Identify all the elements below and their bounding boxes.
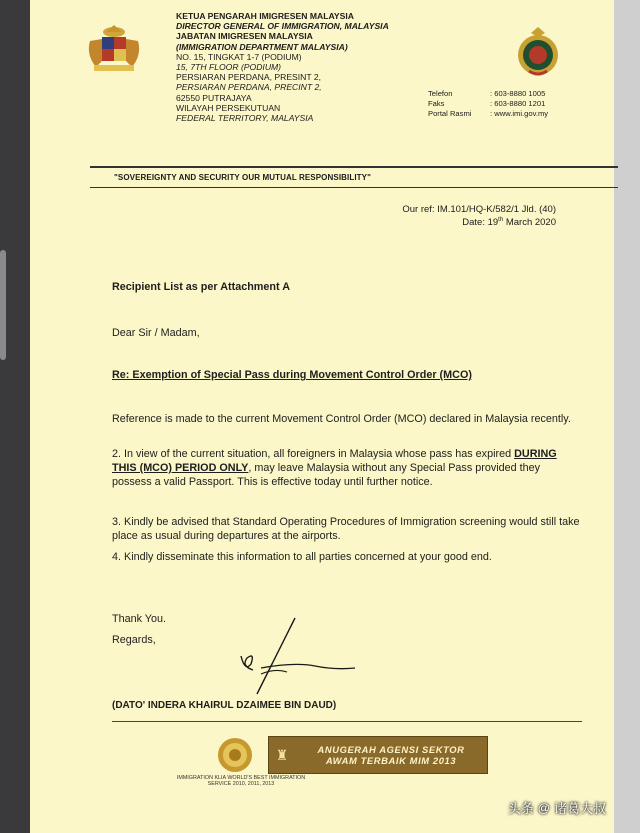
contact-value: : www.imi.gov.my bbox=[490, 109, 549, 119]
date-prefix: Date: 19 bbox=[462, 217, 499, 229]
award-medal-icon bbox=[216, 736, 254, 774]
source-watermark bbox=[508, 798, 606, 817]
contact-value: : 603-8880 1201 bbox=[490, 99, 546, 109]
contact-label: Portal Rasmi bbox=[428, 109, 472, 119]
salutation: Dear Sir / Madam, bbox=[112, 327, 200, 339]
motto-divider bbox=[90, 187, 618, 188]
contact-label: Faks bbox=[428, 99, 445, 109]
letter-page bbox=[30, 0, 614, 833]
paragraph-2 bbox=[112, 447, 582, 489]
letterhead-line: (IMMIGRATION DEPARTMENT MALAYSIA) bbox=[176, 41, 348, 52]
letterhead-line: FEDERAL TERRITORY, MALAYSIA bbox=[176, 113, 314, 124]
watermark-name: 诸葛大叔 bbox=[553, 801, 606, 816]
date-ordinal: th bbox=[498, 217, 504, 223]
watermark-at: @ bbox=[537, 800, 550, 815]
closing-regards: Regards, bbox=[112, 634, 156, 646]
letterhead-line: 15, 7TH FLOOR (PODIUM) bbox=[176, 62, 282, 73]
paragraph-2-emphasis: DURING THIS (MCO) PERIOD ONLY bbox=[112, 448, 557, 474]
paragraph-3: 3. Kindly be advised that Standard Operating Procedures of Immigration screening would still take place as usual during departures at the airports. bbox=[112, 516, 580, 542]
contact-label: Telefon bbox=[428, 89, 453, 98]
letterhead-line: KETUA PENGARAH IMIGRESEN MALAYSIA bbox=[176, 11, 354, 21]
letterhead-address bbox=[176, 11, 389, 123]
contact-row bbox=[428, 99, 610, 109]
footer-divider bbox=[112, 721, 582, 722]
letterhead-line: PERSIARAN PERDANA, PRESINT 2, bbox=[176, 72, 322, 83]
letterhead-line: WILAYAH PERSEKUTUAN bbox=[176, 102, 281, 113]
closing-thanks: Thank You. bbox=[112, 613, 167, 625]
right-edge-strip bbox=[614, 0, 640, 833]
letterhead-line: DIRECTOR GENERAL OF IMMIGRATION, MALAYSIA bbox=[176, 21, 389, 32]
header-divider bbox=[90, 166, 618, 168]
immigration-badge-icon bbox=[515, 25, 561, 77]
contact-row bbox=[428, 109, 610, 119]
award-banner-text bbox=[295, 744, 487, 766]
klia-award-text: IMMIGRATION KLIA WORLD'S BEST IMMIGRATION SERVICE 2010, 2011, 2013 bbox=[176, 775, 306, 788]
watermark-prefix: 头条 bbox=[507, 801, 534, 816]
our-ref: Our ref: IM.101/HQ-K/582/1 Jld. (40) bbox=[402, 204, 556, 215]
award-trophy-icon: ♜ bbox=[275, 746, 289, 763]
letter-date bbox=[402, 215, 556, 228]
contact-details bbox=[428, 89, 610, 120]
paragraph-2-text: 2. In view of the current situation, all foreigners in Malaysia whose pass has expired bbox=[112, 448, 515, 460]
letterhead-line: PERSIARAN PERDANA, PRECINT 2, bbox=[176, 82, 322, 93]
malaysia-coat-of-arms-icon bbox=[82, 25, 146, 75]
reference-block bbox=[402, 204, 556, 228]
left-dark-strip bbox=[0, 0, 30, 833]
letterhead-line: 62550 PUTRAJAYA bbox=[176, 92, 252, 103]
signatory-name: (DATO' INDERA KHAIRUL DZAIMEE BIN DAUD) bbox=[112, 700, 337, 711]
award-line-2: AWAM TERBAIK MIM 2013 bbox=[325, 755, 457, 766]
letterhead-line: NO. 15, TINGKAT 1-7 (PODIUM) bbox=[176, 51, 302, 62]
motto: "SOVEREIGNTY AND SECURITY OUR MUTUAL RESPONSIBILITY" bbox=[114, 173, 371, 182]
paragraph-2-text: , may leave Malaysia without any Special Pass provided they possess a valid Passport. This is effective today until further notice. bbox=[112, 462, 541, 488]
contact-row bbox=[428, 89, 610, 99]
award-line-1: ANUGERAH AGENSI SEKTOR bbox=[317, 744, 465, 755]
paragraph-1: Reference is made to the current Movement Control Order (MCO) declared in Malaysia recently. bbox=[112, 413, 571, 425]
date-suffix: March 2020 bbox=[503, 217, 556, 229]
subject-line: Re: Exemption of Special Pass during Movement Control Order (MCO) bbox=[112, 369, 472, 381]
recipient-line: Recipient List as per Attachment A bbox=[112, 281, 290, 293]
scroll-indicator[interactable] bbox=[0, 250, 6, 360]
contact-value: : 603-8880 1005 bbox=[490, 89, 546, 98]
paragraph-4: 4. Kindly disseminate this information to all parties concerned at your good end. bbox=[112, 551, 492, 563]
award-banner bbox=[268, 736, 488, 774]
letterhead-line: JABATAN IMIGRESEN MALAYSIA bbox=[176, 31, 313, 42]
